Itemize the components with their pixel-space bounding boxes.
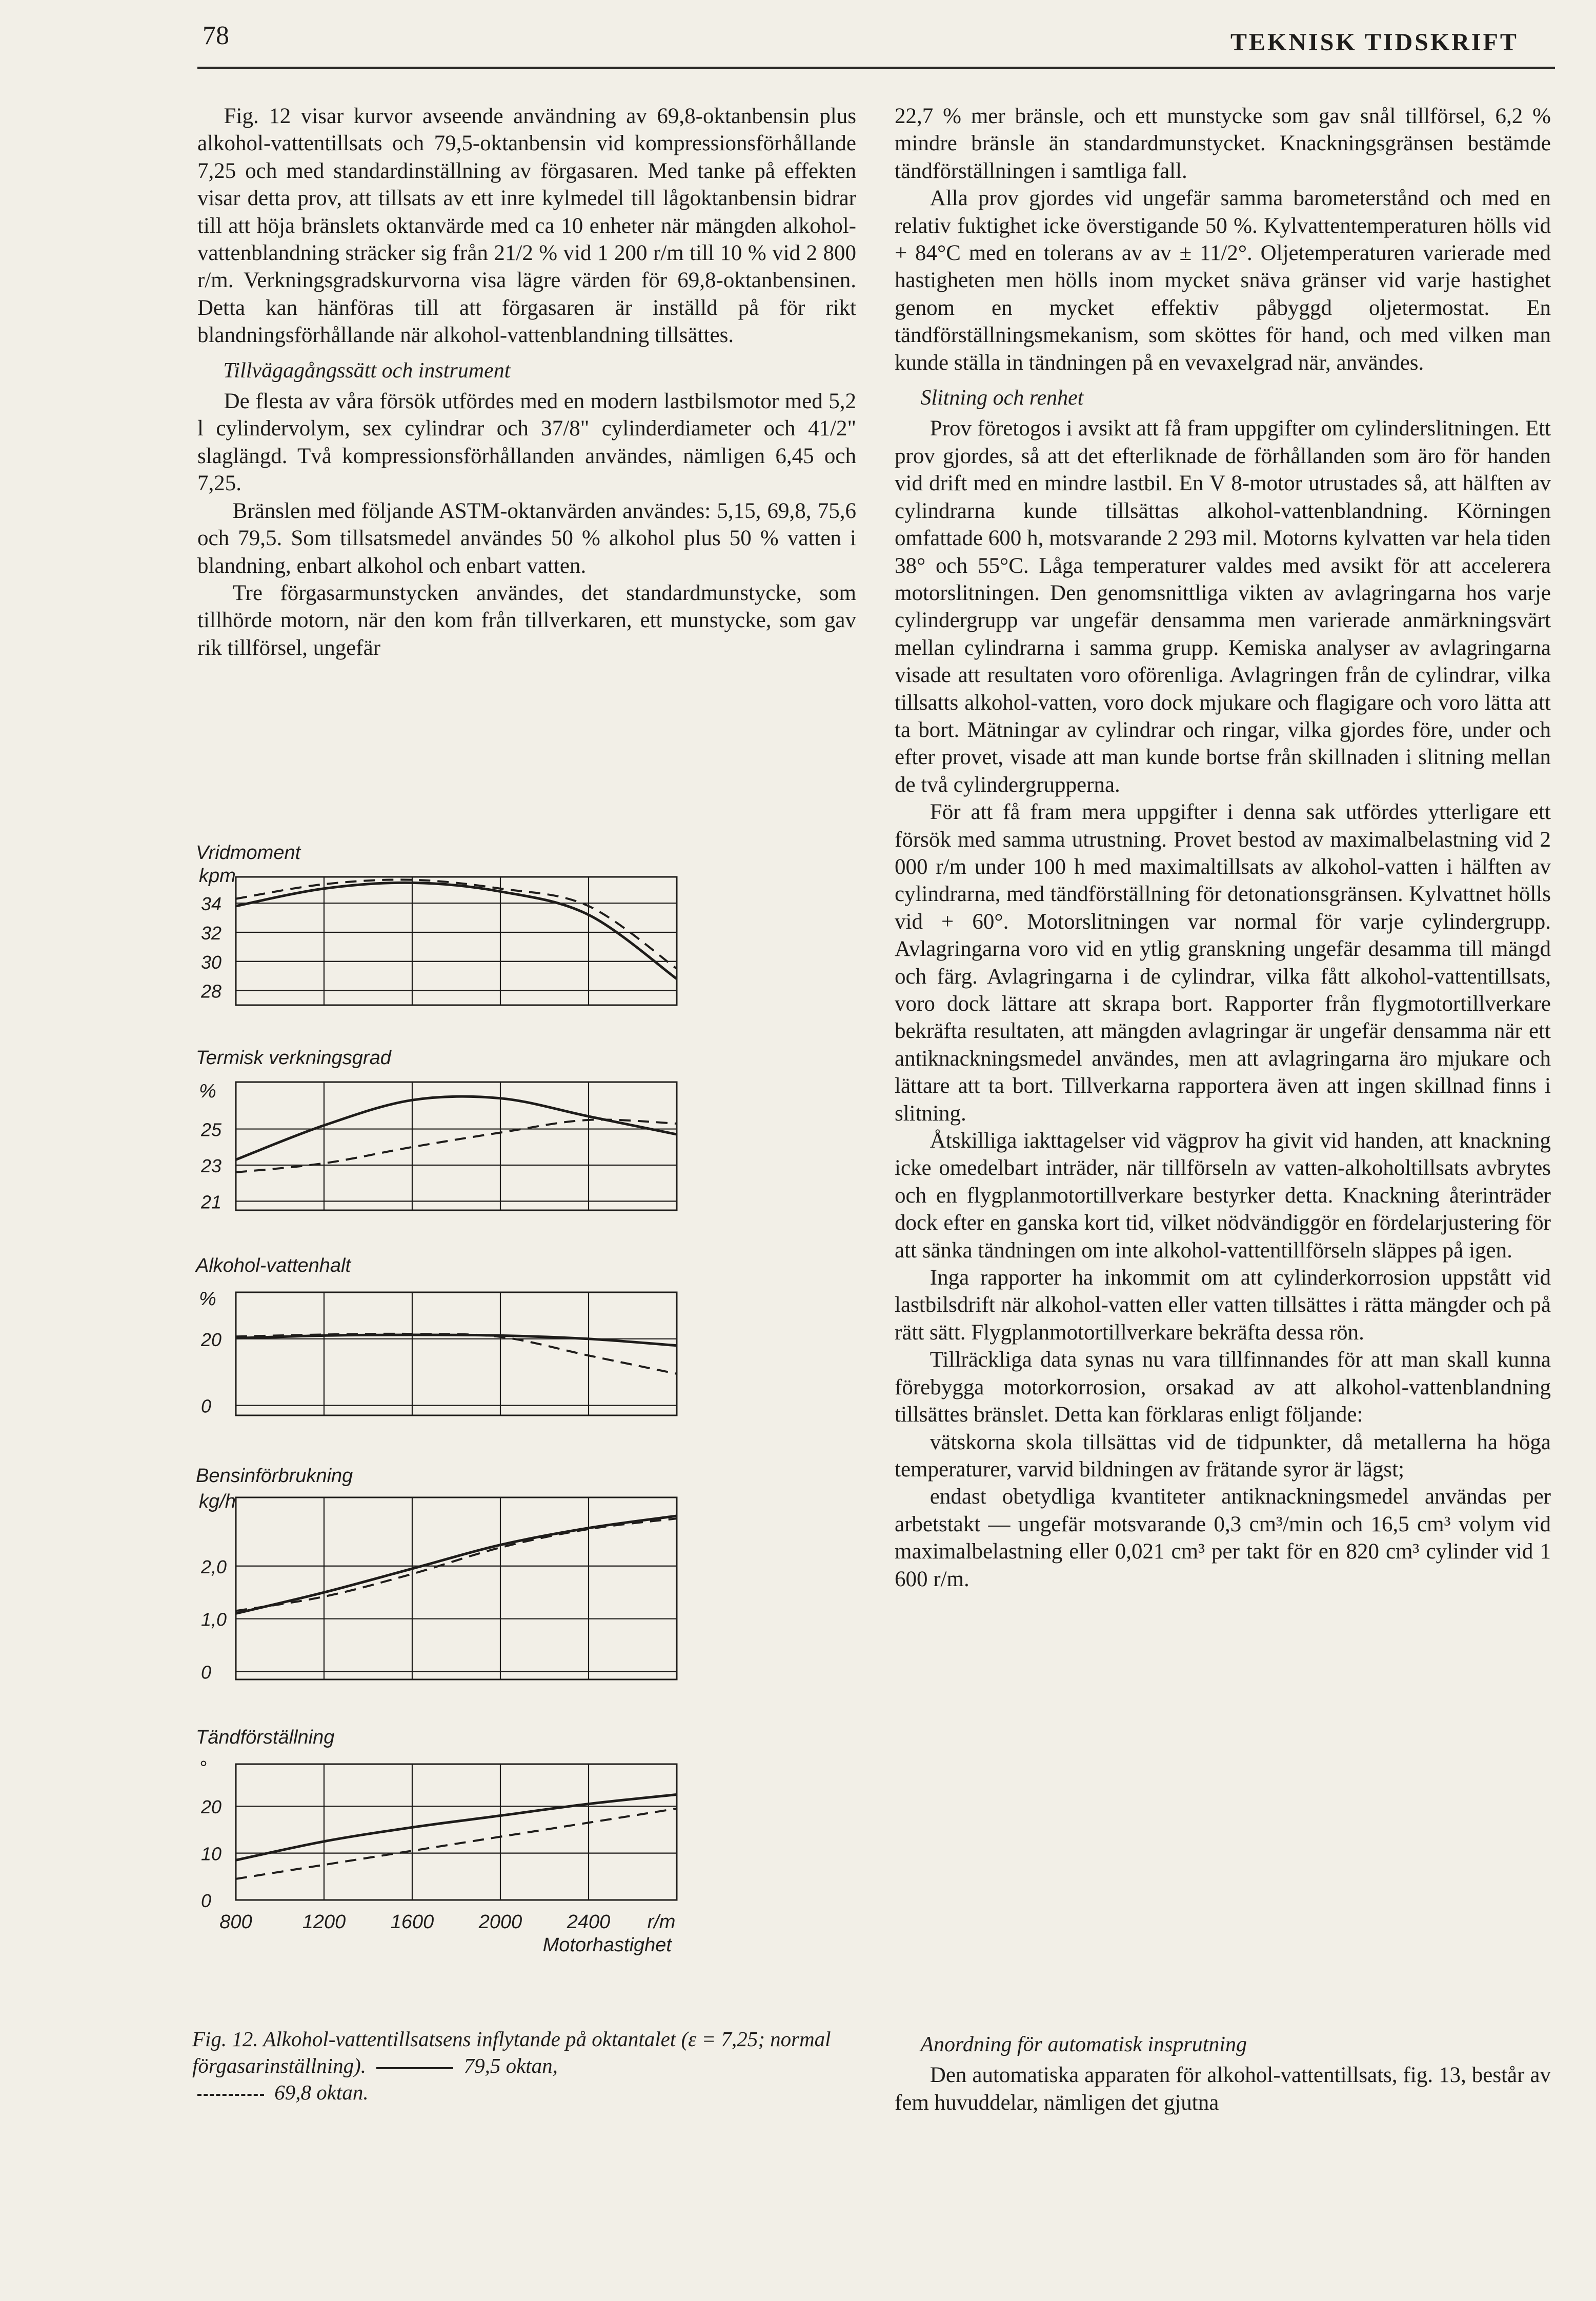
paragraph: För att få fram mera uppgifter i denna sak utfördes ytterligare ett försök med samma utrustning. Provet bestod av maximalbelastning vid 2 000 r/m under 100 h med maximaltillsats av alkohol-vatten i hälften av cylindrarna, med tändförställning för detonationsgränsen. Kylvattnet hölls vid + 60°. Motorslitningen var normal för varje cylindergrupp. Avlagringarna voro vid en ytlig granskning ungefär desamma till mängd och färg. Avlagringarna i de cylindrar, vilka fått alkohol-vattentillsats, voro dock lättare att skrapa bort. Rapporter från flygmotortillverkare bekräfta resultaten, att mängden avlagringar är ungefär densamma när ett antiknackningsmedel användes, men att avlagringarna äro mjukare och lättare att ta bort. Tillverkarna rapportera även att ingen skillnad finns i slitning. [895, 800, 1551, 1126]
panel-unit: % [199, 1081, 216, 1102]
x-axis-title: Motorhastighet [542, 1934, 672, 1956]
x-tick-label: 800 [219, 1911, 252, 1933]
y-tick-label: 20 [201, 1796, 222, 1818]
series-line-79-5-oktan [236, 1794, 677, 1860]
caption-solid-label: 79,5 oktan, [463, 2054, 558, 2077]
series-line-79-5-oktan [236, 883, 677, 979]
paragraph: Tillräckliga data synas nu vara tillfinnandes för att man skall kunna förebygga motorkorrosion, orsakad av att alkohol-vattenblandning tillsättes bränslet. Detta kan förklaras enligt följande: [895, 1348, 1551, 1427]
y-tick-label: 28 [201, 981, 222, 1002]
y-tick-label: 10 [201, 1843, 222, 1865]
paragraph: vätskorna skola tillsättas vid de tidpunkter, då metallerna ha höga temperaturer, varvid bildningen av frätande syror är lägst; [895, 1430, 1551, 1482]
panel-unit: ° [199, 1757, 207, 1779]
section-heading: Slitning och renhet [920, 386, 1084, 410]
figure-caption [192, 2026, 859, 2106]
y-tick-label: 32 [201, 922, 222, 944]
panel-title: Vridmoment [196, 842, 301, 864]
figure-12-chart [185, 841, 697, 2000]
paragraph: Åtskilliga iakttagelser vid vägprov ha givit vid handen, att knackning icke omedelbart inträder, när tillförseln av vatten-alkoholtillsats avbrytes och en flygplanmotortillverkare bestyrker detta. Knackning återinträder dock efter en ganska kort tid, vilket nödvändiggör en fördelarjustering för att sänka tändningen om inte alkohol-vattentillförseln släppes på igen. [895, 1129, 1551, 1263]
paragraph: 22,7 % mer bränsle, och ett munstycke som gav snål tillförsel, 6,2 % mindre bränsle än standardmunstycket. Knackningsgränsen bestämde tändförställningen i samtliga fall. [895, 104, 1551, 183]
panel-title: Bensinförbrukning [196, 1465, 353, 1487]
panel-unit: kg/h [199, 1491, 236, 1512]
x-tick-label: 1200 [302, 1911, 346, 1933]
series-line-79-5-oktan [236, 1516, 677, 1613]
paragraph: Prov företogos i avsikt att få fram uppgifter om cylinderslitningen. Ett prov gjordes, så att det efterliknade de förhållanden som äro för handen vid drift med en mindre lastbil. En V 8-motor utrustades så, att hälften av cylindrarna kunde tillsättas alkohol-vattenblandning. Körningen omfattade 600 h, motsvarande 2 293 mil. Motorns kylvatten var hela tiden 38° och 55°C. Låga temperaturer valdes med avsikt för att accelerera motorslitningen. Den genomsnittliga vikten av avlagringarna hos varje cylindergrupp var ungefär densamma men varierade anmärkningsvärt mellan cylindrarna i samma grupp. Kemiska analyser av avlagringarna visade att resultaten voro oförenliga. Avlagringen från de cylindrar, vilka tillsatts alkohol-vatten, voro dock mjukare och flagigare och voro lätta att ta bort. Mätningar av cylindrar och ringar, vilka gjordes före, under och efter provet, visade att man kunde bortse från skillnaden i slitning mellan de två cylindergrupperna. [895, 416, 1551, 797]
panel-unit: % [199, 1288, 216, 1310]
y-tick-label: 0 [201, 1890, 212, 1911]
y-tick-label: 2,0 [201, 1556, 227, 1577]
caption-dashed-label: 69,8 oktan. [274, 2080, 369, 2104]
section-heading: Tillvägagångssätt och instrument [223, 358, 511, 383]
y-tick-label: 1,0 [201, 1609, 227, 1630]
left-column [197, 103, 856, 662]
y-tick-label: 30 [201, 951, 222, 973]
paragraph: Den automatiska apparaten för alkohol-vattentillsats, fig. 13, består av fem huvuddelar, nämligen det gjutna [895, 2063, 1551, 2115]
x-tick-label: 2400 [567, 1911, 611, 1933]
x-tick-label: 1600 [390, 1911, 434, 1933]
right-column-bottom [895, 2023, 1551, 2116]
dashed-line-key [197, 2094, 264, 2096]
panel-frame [236, 1082, 677, 1210]
panel-frame [236, 877, 677, 1005]
panel-frame [236, 1764, 677, 1900]
paragraph: Alla prov gjordes vid ungefär samma barometerstånd och med en relativ fuktighet icke överstigande 50 %. Kylvattentemperaturen hölls vid + 84°C med en tolerans av av ± 11/2°. Oljetemperaturen varierade med hastigheten men hölls inom mycket snäva gränser vid varje hastighet genom en mycket effektiv påbyggd oljetermostat. En tändförställningsmekanism, som sköttes för hand, och med vilken man kunde ställa in tändningen på en vevaxelgrad när, användes. [895, 186, 1551, 375]
journal-header: TEKNISK TIDSKRIFT [1230, 29, 1519, 56]
series-line-69-8-oktan [236, 1809, 677, 1879]
y-tick-label: 0 [201, 1662, 212, 1683]
y-tick-label: 0 [201, 1395, 212, 1417]
caption-text: Fig. 12. Alkohol-vattentillsatsens inflytande på oktantalet (ε = 7,25; normal förgasarinställning). [192, 2027, 831, 2077]
y-tick-label: 20 [201, 1329, 222, 1350]
solid-line-key [376, 2067, 453, 2069]
y-tick-label: 23 [201, 1155, 222, 1176]
series-line-79-5-oktan [236, 1335, 677, 1346]
series-line-79-5-oktan [236, 1096, 677, 1159]
y-tick-label: 25 [201, 1119, 222, 1141]
panel-title: Termisk verkningsgrad [196, 1047, 391, 1069]
right-column [895, 103, 1551, 1593]
panel-title: Tändförställning [196, 1727, 335, 1748]
paragraph: Inga rapporter ha inkommit om att cylinderkorrosion uppstått vid lastbilsdrift när alkohol-vatten eller vatten tillsättes i rätta mängder och på rätt sätt. Flygplanmotortillverkare bekräfta dessa rön. [895, 1266, 1551, 1345]
panel-title: Alkohol-vattenhalt [196, 1255, 351, 1276]
paragraph: Fig. 12 visar kurvor avseende användning av 69,8-oktanbensin plus alkohol-vattentillsats och 79,5-oktanbensin vid kompressionsförhållande 7,25 och med standardinställning av förgasaren. Med tanke på effekten visar detta prov, att tillsats av ett inre kylmedel till lågoktanbensin bidrar till att höja bränslets oktanvärde med ca 10 enheter när mängden alkohol-vattenblandning sträcker sig från 21/2 % vid 1 200 r/m till 10 % vid 2 800 r/m. Verkningsgradskurvorna visa lägre värden för 69,8-oktanbensinen. Detta kan hänföras till att förgasaren är inställd på för rikt blandningsförhållande när alkohol-vattenblandning tillsättes. [197, 104, 856, 348]
y-tick-label: 21 [201, 1191, 222, 1213]
section-heading: Anordning för automatisk insprutning [920, 2033, 1247, 2056]
paragraph: De flesta av våra försök utfördes med en modern lastbilsmotor med 5,2 l cylindervolym, sex cylindrar och 37/8" cylinderdiameter och 41/2" slaglängd. Två kompressionsförhållanden användes, nämligen 6,45 och 7,25. [197, 389, 856, 496]
x-unit-label: r/m [647, 1911, 676, 1933]
page-number: 78 [203, 21, 229, 50]
y-tick-label: 34 [201, 893, 222, 915]
x-tick-label: 2000 [478, 1911, 522, 1933]
paragraph: Tre förgasarmunstycken användes, det standardmunstycke, som tillhörde motorn, när den kom från tillverkaren, ett munstycke, som gav rik tillförsel, ungefär [197, 581, 856, 660]
panel-unit: kpm [199, 865, 236, 887]
panel-frame [236, 1292, 677, 1415]
paragraph: endast obetydliga kvantiteter antiknackningsmedel användas per arbetstakt — ungefär motsvarande 0,3 cm³/min och 16,5 cm³ volym vid maximalbelastning eller 0,021 cm³ per takt för en 820 cm³ cylinder vid 1 600 r/m. [895, 1485, 1551, 1591]
header-rule [197, 67, 1555, 69]
paragraph: Bränslen med följande ASTM-oktanvärden användes: 5,15, 69,8, 75,6 och 79,5. Som tillsatsmedel användes 50 % alkohol plus 50 % vatten i blandning, enbart alkohol och enbart vatten. [197, 498, 856, 578]
series-line-69-8-oktan [236, 1119, 677, 1172]
